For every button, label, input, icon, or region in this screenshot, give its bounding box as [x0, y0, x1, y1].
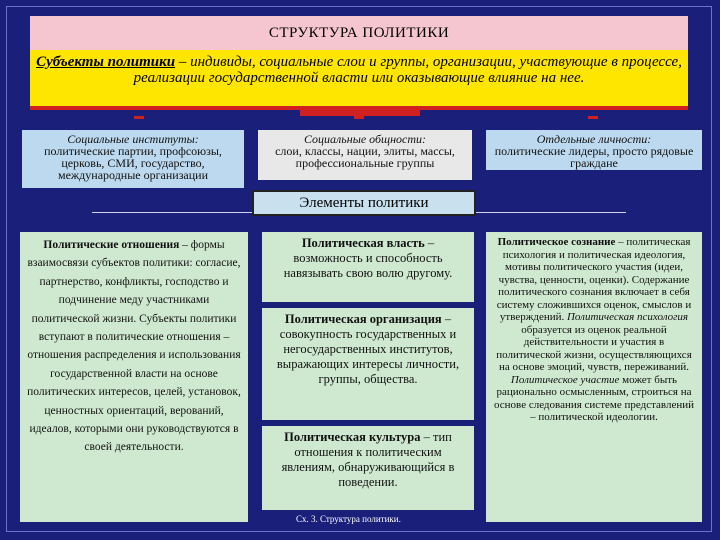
political-organization-text: – совокупность государственных и негосударственных институтов, выражающих интересы личности, группы, общества. — [276, 312, 460, 386]
political-power-pane — [262, 232, 474, 302]
political-psychology-text: образуется из оценок реальной действительности и участия в политической жизни, осуществляющихся на основе эмоций, чувств, переживаний. — [496, 323, 692, 373]
political-culture-text: – тип отношения к политическим явлениям, обнаруживающийся в поведении. — [281, 430, 455, 489]
political-relations-term: Политические отношения — [43, 239, 180, 251]
subject-heading: Социальные общности: — [303, 132, 427, 146]
political-relations-pane — [20, 232, 248, 522]
definition-text: – индивиды, социальные слои и группы, организации, участвующие в процессе, реализации государственной власти или оказывающие влияние на нее. — [133, 54, 682, 86]
political-participation-text: может быть рационально осмысленным, строиться на основе следования системе представлений – политической идеологии. — [494, 373, 694, 423]
subject-card-institutions — [22, 130, 244, 188]
political-culture-pane — [262, 426, 474, 510]
subject-card-communities — [258, 130, 472, 180]
subject-heading: Социальные институты: — [67, 132, 199, 146]
subject-body: политические партии, профсоюзы, церковь, СМИ, государство, международные организации — [44, 144, 222, 182]
subject-heading: Отдельные личности: — [536, 132, 652, 146]
red-marker-right — [588, 116, 598, 119]
political-consciousness-pane — [486, 232, 702, 522]
political-relations-text: – формы взаимосвязи субъектов политики: согласие, партнерство, конфликты, господство и подчинение меду участниками политической жизни. Субъекты политики вступают в политические отношения – отношения распределения и использования государственной власти на основе политических интересов, целей, установок, ценностных ориентаций, верований, идеалов, которыми они руководствуются в своей деятельности. — [27, 239, 241, 454]
political-participation-term: Политическое участие — [510, 373, 620, 386]
subject-body: политические лидеры, просто рядовые граждане — [494, 144, 694, 170]
political-organization-term: Политическая организация — [284, 312, 442, 326]
political-power-term: Политическая власть — [301, 236, 425, 250]
definition-box — [30, 50, 688, 106]
political-consciousness-term: Политическое сознание — [497, 236, 616, 248]
political-consciousness-text: – политическая психология и политическая идеология, мотивы политического участия (идеи, чувства, ценности, оценки). Содержание политического сознания включает в себя систему сложившихся оценок, смыслов и утверждений. — [496, 236, 692, 323]
divider-right — [476, 212, 626, 213]
red-marker-left — [134, 116, 144, 119]
political-culture-term: Политическая культура — [284, 430, 421, 444]
figure-caption: Сх. 3. Структура политики. — [296, 514, 401, 524]
political-power-text: – возможность и способность навязывать свою волю другому. — [283, 236, 453, 280]
political-psychology-term: Политическая психология — [566, 311, 689, 323]
elements-title: Элементы политики — [252, 190, 476, 216]
subject-card-individuals — [486, 130, 702, 170]
subject-body: слои, классы, нации, элиты, массы, профессиональные группы — [275, 144, 455, 170]
slide-title: СТРУКТУРА ПОЛИТИКИ — [30, 16, 688, 50]
red-marker-center — [354, 116, 364, 119]
political-organization-pane — [262, 308, 474, 420]
definition-term: Субъекты политики — [36, 54, 176, 70]
divider-left — [92, 212, 252, 213]
